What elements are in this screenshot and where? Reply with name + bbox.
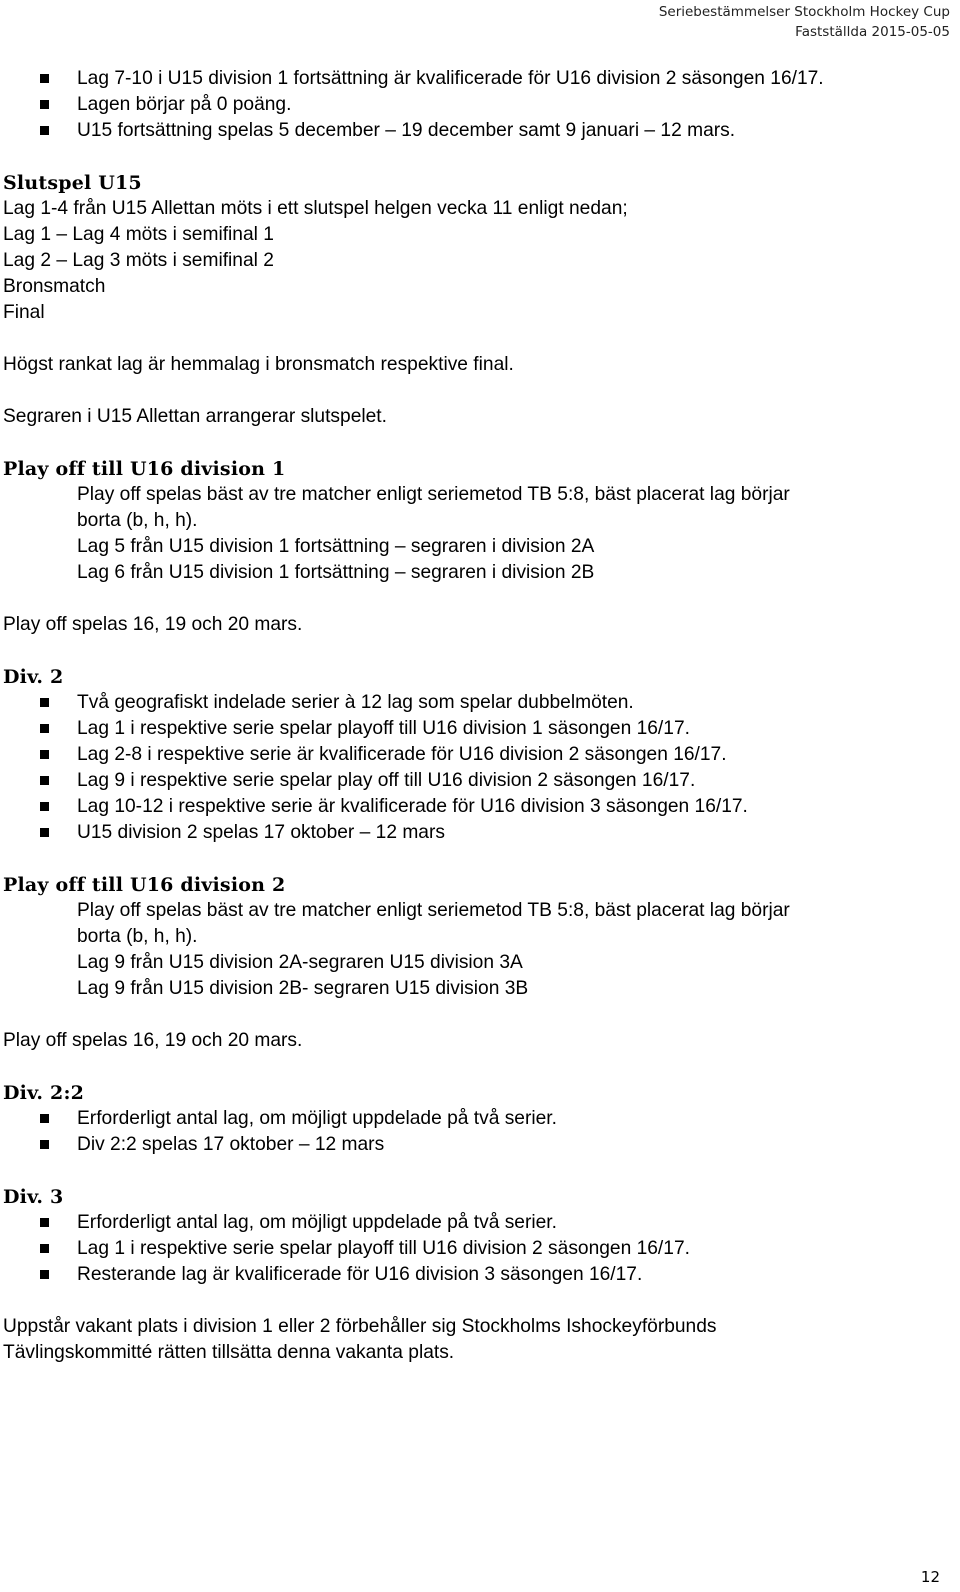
text-line: Lag 2 – Lag 3 möts i semifinal 2 <box>3 250 274 271</box>
text-line: Lag 6 från U15 division 1 fortsättning – segraren i division 2B <box>77 562 595 583</box>
text-line: Play off spelas 16, 19 och 20 mars. <box>3 614 303 635</box>
bullet-item: Lag 1 i respektive serie spelar playoff till U16 division 2 säsongen 16/17. <box>3 1236 948 1262</box>
text-line: Play off spelas bäst av tre matcher enligt seriemetod TB 5:8, bäst placerat lag börjar <box>77 484 790 505</box>
text-line: Högst rankat lag är hemmalag i bronsmatch respektive final. <box>3 354 514 375</box>
text-line: Play off spelas 16, 19 och 20 mars. <box>3 1030 303 1051</box>
page-number: 12 <box>920 1568 940 1586</box>
text-line: borta (b, h, h). <box>77 510 198 531</box>
section-heading-playoff-div2: Play off till U16 division 2 <box>3 874 286 896</box>
bullet-item: Lag 10-12 i respektive serie är kvalificerade för U16 division 3 säsongen 16/17. <box>3 794 948 820</box>
bullet-item: Lag 7-10 i U15 division 1 fortsättning är kvalificerade för U16 division 2 säsongen 16/17. <box>3 66 948 92</box>
text-line: Lag 1-4 från U15 Allettan möts i ett slutspel helgen vecka 11 enligt nedan; <box>3 198 628 219</box>
section-heading-playoff-div1: Play off till U16 division 1 <box>3 458 286 480</box>
section-heading-div3: Div. 3 <box>3 1186 64 1208</box>
text-line: Segraren i U15 Allettan arrangerar slutspelet. <box>3 406 387 427</box>
bullet-item: U15 division 2 spelas 17 oktober – 12 mars <box>3 820 948 846</box>
document-body <box>3 66 948 1366</box>
bullet-item: U15 fortsättning spelas 5 december – 19 december samt 9 januari – 12 mars. <box>3 118 948 144</box>
bullet-item: Erforderligt antal lag, om möjligt uppdelade på två serier. <box>3 1210 948 1236</box>
section-heading-div22: Div. 2:2 <box>3 1082 85 1104</box>
bullet-item: Lagen börjar på 0 poäng. <box>3 92 948 118</box>
bullet-item: Resterande lag är kvalificerade för U16 division 3 säsongen 16/17. <box>3 1262 948 1288</box>
text-line: Lag 5 från U15 division 1 fortsättning – segraren i division 2A <box>77 536 595 557</box>
header-title: Seriebestämmelser Stockholm Hockey Cup <box>658 4 950 20</box>
text-line: Tävlingskommitté rätten tillsätta denna vakanta plats. <box>3 1342 455 1363</box>
text-line: Bronsmatch <box>3 276 106 297</box>
text-line: Lag 1 – Lag 4 möts i semifinal 1 <box>3 224 274 245</box>
bullet-item: Div 2:2 spelas 17 oktober – 12 mars <box>3 1132 948 1158</box>
page-header <box>659 2 950 42</box>
header-date: Fastställda 2015-05-05 <box>795 24 950 40</box>
text-line: Lag 9 från U15 division 2B- segraren U15 division 3B <box>77 978 529 999</box>
bullet-item: Lag 1 i respektive serie spelar playoff till U16 division 1 säsongen 16/17. <box>3 716 948 742</box>
section-heading-slutspel: Slutspel U15 <box>3 172 142 194</box>
text-line: Play off spelas bäst av tre matcher enligt seriemetod TB 5:8, bäst placerat lag börjar <box>77 900 790 921</box>
text-line: Lag 9 från U15 division 2A-segraren U15 division 3A <box>77 952 523 973</box>
bullet-item: Lag 9 i respektive serie spelar play off till U16 division 2 säsongen 16/17. <box>3 768 948 794</box>
text-line: Final <box>3 302 45 323</box>
section-heading-div2: Div. 2 <box>3 666 64 688</box>
text-line: Uppstår vakant plats i division 1 eller 2 förbehåller sig Stockholms Ishockeyförbunds <box>3 1316 717 1337</box>
bullet-item: Två geografiskt indelade serier à 12 lag som spelar dubbelmöten. <box>3 690 948 716</box>
bullet-item: Erforderligt antal lag, om möjligt uppdelade på två serier. <box>3 1106 948 1132</box>
bullet-item: Lag 2-8 i respektive serie är kvalificerade för U16 division 2 säsongen 16/17. <box>3 742 948 768</box>
text-line: borta (b, h, h). <box>77 926 198 947</box>
